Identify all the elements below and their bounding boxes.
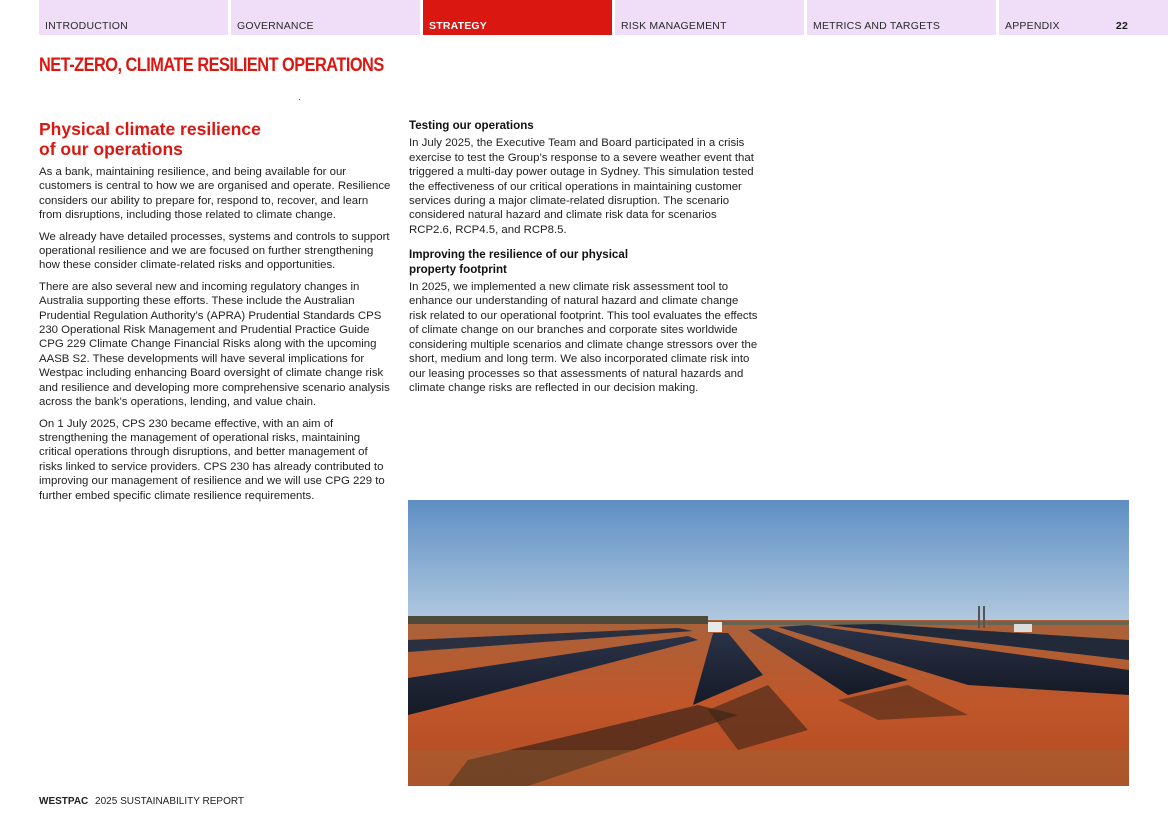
heading-line: Improving the resilience of our physical bbox=[409, 248, 629, 262]
tab-introduction[interactable] bbox=[39, 0, 228, 35]
horizon-trees bbox=[408, 616, 708, 624]
tab-governance[interactable] bbox=[231, 0, 420, 35]
body-paragraph: As a bank, maintaining resilience, and being available for our customers is central to how we are organised and operate. Resilience considers our ability to prepare for, respond to, recover, and learn from disruptions, including those related to climate change. bbox=[39, 166, 391, 222]
tab-metrics-and-targets[interactable] bbox=[807, 0, 996, 35]
tab-appendix[interactable] bbox=[999, 0, 1168, 35]
body-paragraph: There are also several new and incoming regulatory changes in Australia supporting these efforts. These include the Australian Prudential Regulation Authority’s (APRA) Prudential Standards CPS 230 Operational Risk Management and Prudential Practice Guide CPG 229 Climate Change Financial Risks along with the upcoming AASB S2. These developments will have several implications for Westpac including enhancing Board oversight of climate change risk and resilience and developing more comprehensive scenario analysis across the bank’s operations, lending, and value chain. bbox=[39, 280, 390, 409]
tab-risk-management[interactable] bbox=[615, 0, 804, 35]
footer bbox=[39, 796, 244, 807]
left-column bbox=[39, 119, 393, 510]
tab-label: METRICS AND TARGETS bbox=[813, 20, 941, 32]
testing-heading: Testing our operations bbox=[409, 119, 534, 132]
top-navigation bbox=[39, 0, 1168, 35]
body-paragraph: We already have detailed processes, systems and controls to support operational resilience and we are focused on further strengthening how these consider climate-related risks and opportunities. bbox=[39, 230, 390, 272]
sky bbox=[408, 500, 1129, 625]
physical-resilience-heading bbox=[39, 119, 393, 159]
tab-label: INTRODUCTION bbox=[45, 20, 128, 32]
distant-building bbox=[1014, 624, 1032, 632]
tab-strategy[interactable] bbox=[423, 0, 612, 35]
section-title: NET-ZERO, CLIMATE RESILIENT OPERATIONS bbox=[39, 55, 384, 76]
testing-body: In July 2025, the Executive Team and Board participated in a crisis exercise to test the Group’s response to a severe weather event that triggered a multi-day power outage in Sydney. This simulation tested the effectiveness of our critical operations in maintaining customer services during a major climate-related disruption. The scenario considered natural hazard and climate risk data for scenarios RCP2.6, RCP4.5, and RCP8.5. bbox=[409, 137, 754, 236]
heading-line: property footprint bbox=[409, 262, 507, 276]
tab-label: APPENDIX bbox=[1005, 20, 1060, 32]
horizon-line bbox=[708, 621, 1129, 625]
heading-line: Physical climate resilience bbox=[39, 119, 261, 139]
footer-brand: WESTPAC bbox=[39, 796, 89, 807]
heading-line: of our operations bbox=[39, 139, 183, 159]
tab-label: RISK MANAGEMENT bbox=[621, 20, 727, 32]
middle-column bbox=[409, 119, 759, 406]
footer-report: 2025 SUSTAINABILITY REPORT bbox=[95, 796, 244, 807]
tab-label: STRATEGY bbox=[429, 20, 487, 32]
page-number: 22 bbox=[1115, 20, 1128, 32]
stray-dot bbox=[299, 99, 300, 100]
distant-building bbox=[708, 622, 722, 632]
body-paragraph: On 1 July 2025, CPS 230 became effective, with an aim of strengthening the management of operational risks, maintaining critical operations through disruptions, and better management of risks linked to service providers. CPS 230 has already contributed to improving our management of resilience and we will use CPG 229 to further embed specific climate resilience requirements. bbox=[39, 417, 385, 502]
solar-farm-illustration bbox=[408, 500, 1129, 786]
solar-farm-photo bbox=[408, 500, 1129, 786]
improving-body: In 2025, we implemented a new climate risk assessment tool to enhance our understanding of natural hazard and climate change risk related to our operational footprint. This tool evaluates the effects of climate change on our branches and corporate sites worldwide considering multiple scenarios and climate change stressors over the short, medium and long term. We also incorporated climate risk into our leasing processes so that assessments of natural hazards and climate change risks are reflected in our decision making. bbox=[409, 281, 758, 394]
improving-heading bbox=[409, 248, 759, 277]
tower bbox=[978, 606, 980, 628]
scrub bbox=[408, 750, 1129, 786]
tower bbox=[983, 606, 985, 628]
tab-label: GOVERNANCE bbox=[237, 20, 314, 32]
